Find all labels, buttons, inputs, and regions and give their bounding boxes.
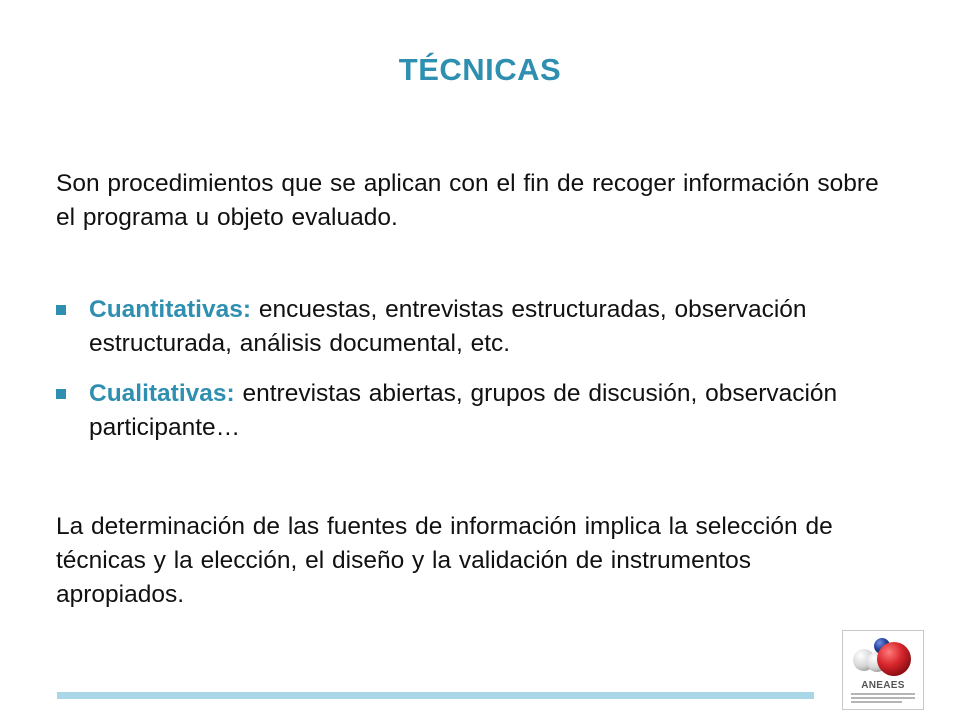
list-item-qualitative xyxy=(56,377,886,445)
logo xyxy=(842,630,924,710)
logo-name: ANEAES xyxy=(861,680,905,691)
logo-spheres-icon xyxy=(849,635,917,681)
bullet-text: entrevistas abiertas, grupos de discusión, observación participante… xyxy=(89,380,838,441)
square-bullet-icon xyxy=(56,305,66,315)
techniques-list xyxy=(56,293,886,461)
footer-bar xyxy=(57,692,814,699)
slide-title: TÉCNICAS xyxy=(398,52,562,87)
bullet-term: Cuantitativas: xyxy=(89,296,252,323)
closing-paragraph: La determinación de las fuentes de información implica la selección de técnicas y la elección, el diseño y la validación de instrumentos apropiados. xyxy=(56,513,833,608)
bullet-term: Cualitativas: xyxy=(89,380,235,407)
logo-tagline xyxy=(851,693,915,703)
bullet-text: encuestas, entrevistas estructuradas, observación estructurada, análisis documental, etc. xyxy=(89,296,807,357)
list-item-quantitative xyxy=(56,293,886,361)
square-bullet-icon xyxy=(56,389,66,399)
intro-paragraph: Son procedimientos que se aplican con el fin de recoger información sobre el programa u objeto evaluado. xyxy=(56,170,879,231)
